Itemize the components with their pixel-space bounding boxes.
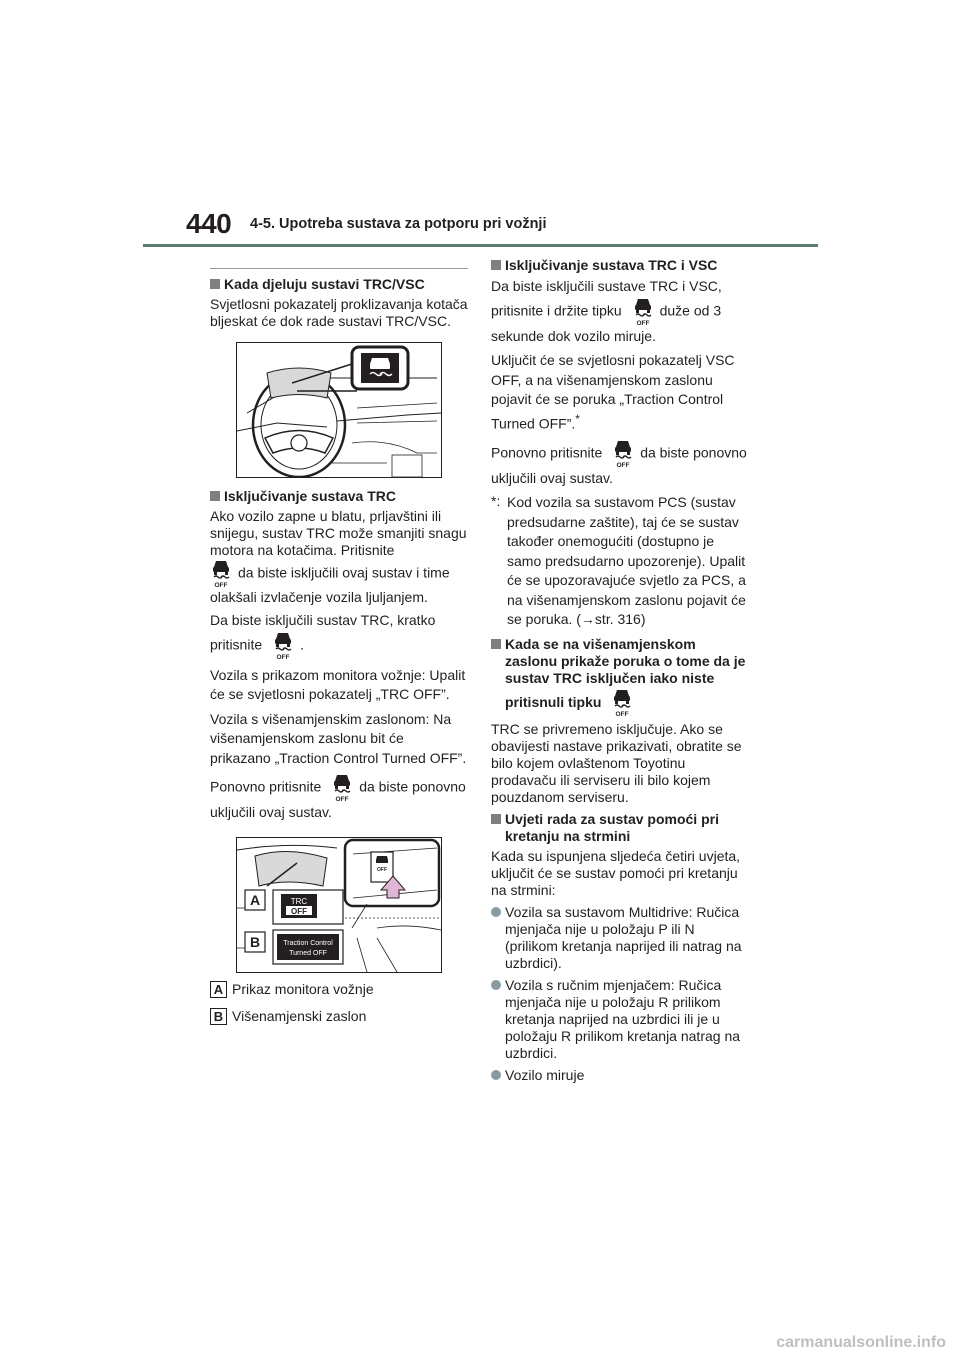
paragraph: Da biste isključili sustave TRC i VSC, pritisnite i držite tipku duže od 3 sekunde dok vozilo miruje. [491,278,722,344]
header-rule [143,244,818,247]
message-line2: Turned OFF [289,949,327,957]
trc-off-switch-icon [272,631,294,661]
footnote-text: Kod vozila sa sustavom PCS (sustav predsudarne zaštite), taj će se sustav također onemogućiti (dostupno je samo predsudarno upozorenje). Upalit će se upozoravajuće svjetlo za PCS, a na višenamjenskom zaslonu pojavit će se poruka. (→str. 316) [507,494,746,628]
footnote-marker: * [575,412,580,426]
footnote-marker: *: [491,493,501,510]
heading-hill-start-assist: Uvjeti rada za sustav pomoći pri kretanju na strmini [491,811,749,845]
label-b: B [249,933,261,950]
paragraph: Vozila s prikazom monitora vožnje: Upalit će se svjetlosni pokazatelj „TRC OFF”. [210,666,466,702]
trc-off-switch-icon [331,773,353,803]
square-bullet-icon [491,260,501,270]
heading-disable-trc: Isključivanje sustava TRC [210,488,468,505]
round-bullet-icon [491,980,501,990]
paragraph: Ponovno pritisnite da biste ponovno uključili ovaj sustav. [210,773,468,823]
legend-text: Višenamjenski zaslon [232,1007,367,1024]
dashboard-illustration [236,342,442,478]
trc-off-switch-icon [611,688,633,718]
legend-item-b [210,1008,468,1025]
legend-key: A [210,981,227,998]
paragraph: Svjetlosni pokazatelj proklizavanja kotača bljeskat će dok rade sustavi TRC/VSC. [210,296,468,329]
trc-indicator-line1: TRC [290,896,308,906]
svg-text:OFF: OFF [377,866,387,873]
square-bullet-icon [491,814,501,824]
meter-and-switch-drawing [237,838,441,972]
label-a: A [249,891,261,908]
paragraph: Da biste isključili sustav TRC, kratko pritisnite . [210,611,468,661]
left-column [210,268,468,1035]
paragraph: Uključit će se svjetlosni pokazatelj VSC OFF, a na višenamjenskom zaslonu pojavit će se poruka „Traction Control Turned OFF”.* [491,352,735,432]
list-item: Vozilo miruje [491,1067,749,1084]
heading-trc-vsc-active: Kada djeluju sustavi TRC/VSC [210,276,468,293]
square-bullet-icon [210,491,220,501]
square-bullet-icon [491,639,501,649]
steering-wheel-indicator-drawing [237,343,441,477]
display-illustration [236,837,442,973]
column-divider [210,268,468,269]
legend-item-a [210,981,468,998]
trc-off-switch-icon [632,297,654,327]
round-bullet-icon [491,907,501,917]
heading-trc-message: Kada se na višenamjenskom zaslonu prikaže poruka o tome da je sustav TRC isključen iako niste pritisnuli tipku [491,636,749,718]
paragraph: Ako vozilo zapne u blatu, prljavštini ili snijegu, sustav TRC može smanjiti snagu motora na kotačima. Pritisnite da biste isključili ovaj sustav i time olakšali izvlačenje vozila ljuljanjem. [210,508,467,605]
paragraph: Vozila s višenamjenskim zaslonom: Na višenamjenskom zaslonu bit će prikazano „Traction Control Turned OFF”. [210,710,467,766]
paragraph: TRC se privremeno isključuje. Ako se obavijesti nastave prikazivati, obratite se bilo kojem ovlaštenom Toyotinu prodavaču ili serviseru ili bilo kojem pouzdanom serviseru. [491,720,742,805]
right-column [491,257,749,1089]
legend-text: Prikaz monitora vožnje [232,980,374,997]
paragraph: Kada su ispunjena sljedeća četiri uvjeta, uključit će se sustav pomoći pri kretanju na strmini: [491,847,741,898]
trc-off-switch-icon [612,439,634,469]
heading-disable-trc-vsc: Isključivanje sustava TRC i VSC [491,257,749,274]
list-item: Vozila s ručnim mjenjačem: Ručica mjenjača nije u položaju R prilikom kretanja naprijed na uzbrdici ili je u položaju R prilikom kretanja natrag na uzbrdici. [491,977,749,1062]
trc-indicator-line2: OFF [291,906,307,916]
paragraph: Ponovno pritisnite da biste ponovno uključili ovaj sustav. [491,439,749,489]
section-title: 4-5. Upotreba sustava za potporu pri vožnji [250,216,547,232]
footnote [491,493,749,630]
round-bullet-icon [491,1070,501,1080]
list-item: Vozila sa sustavom Multidrive: Ručica mjenjača nije u položaju P ili N (prilikom kretanja naprijed ili natrag na uzbrdici). [491,904,749,972]
footer-watermark: carmanualsonline.info [776,1334,946,1351]
trc-off-switch-icon [210,559,232,589]
message-line1: Traction Control [283,939,333,947]
square-bullet-icon [210,279,220,289]
legend-key: B [210,1008,227,1025]
page-number: 440 [186,208,232,239]
